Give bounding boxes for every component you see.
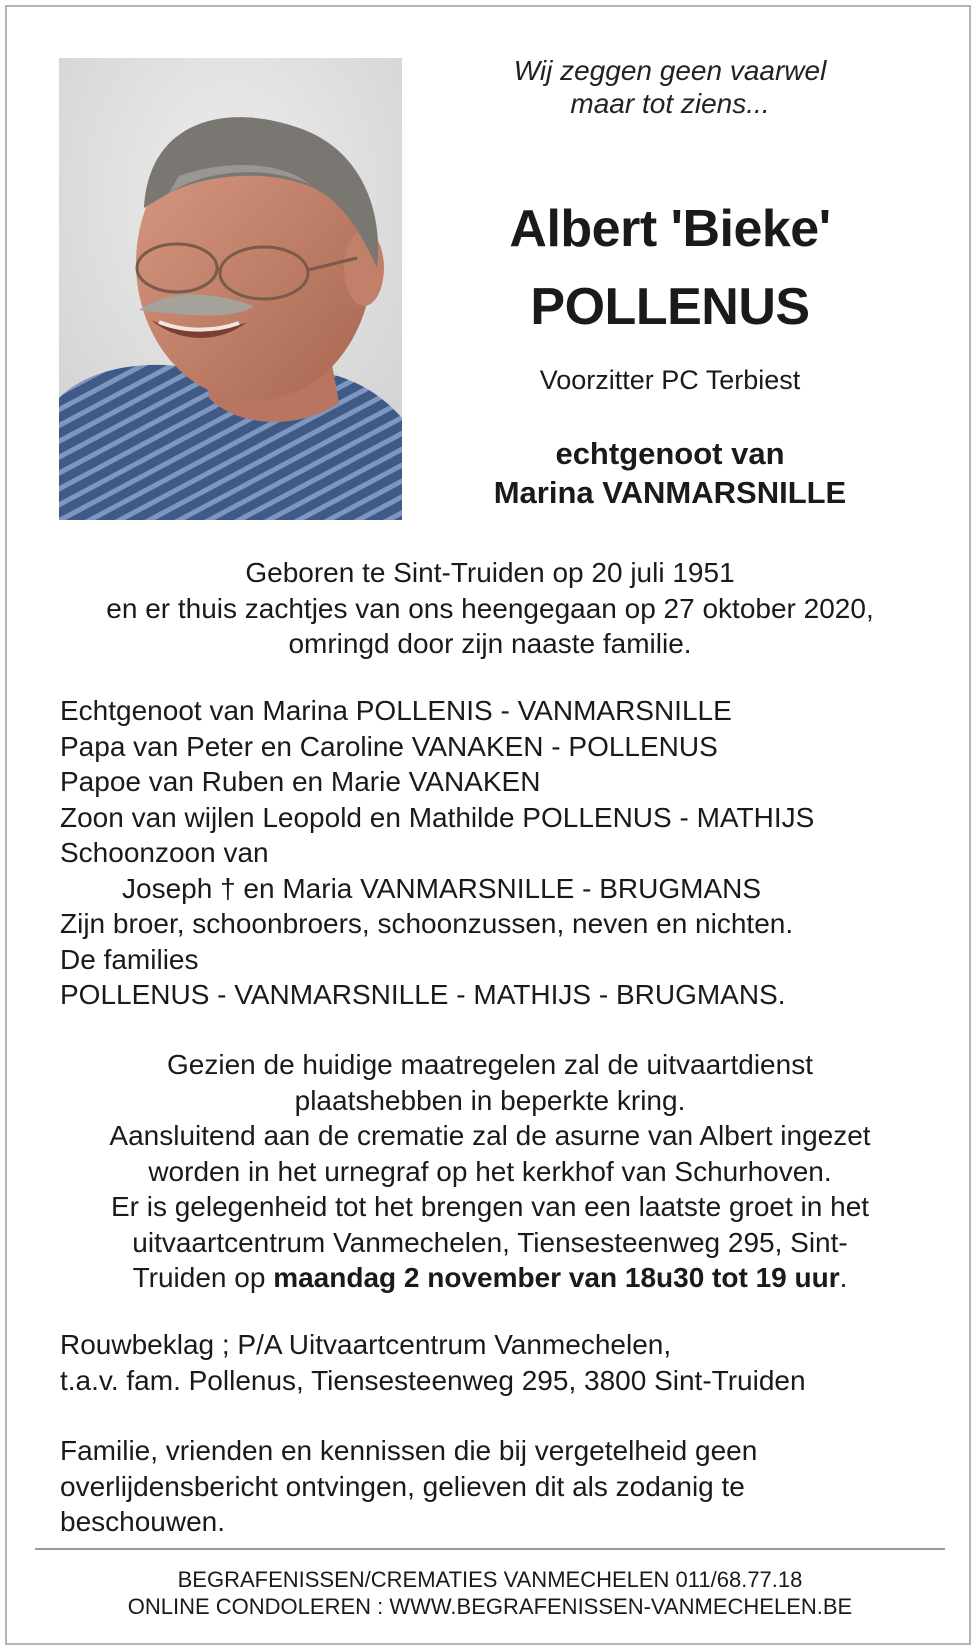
portrait-photo [59, 58, 402, 520]
notice-paragraph [60, 1433, 940, 1540]
motto-line: maar tot ziens... [570, 88, 770, 119]
role-title: Voorzitter PC Terbiest [539, 365, 801, 395]
family-line: Joseph † en Maria VANMARSNILLE - BRUGMANS [122, 872, 762, 904]
family-line: Schoonzoon van [60, 837, 269, 868]
visit-suffix: . [839, 1262, 848, 1293]
text-line: Aansluitend aan de crematie zal de asurne van Albert ingezet [109, 1120, 871, 1151]
name-last: POLLENUS [530, 278, 810, 336]
text-line: omringd door zijn naaste familie. [288, 628, 692, 659]
text-line: en er thuis zachtjes van ons heengegaan op 27 oktober 2020, [106, 592, 874, 624]
service-paragraph [50, 1047, 930, 1296]
family-line: De families [60, 943, 199, 975]
footer-contact: BEGRAFENISSEN/CREMATIES VANMECHELEN 011/68.77.18 [177, 1567, 803, 1592]
text-line: worden in het urnegraf op het kerkhof van Schurhoven. [148, 1155, 832, 1187]
family-line: POLLENUS - VANMARSNILLE - MATHIJS - BRUGMANS. [60, 979, 786, 1010]
portrait-illustration [59, 58, 402, 520]
family-line: Papa van Peter en Caroline VANAKEN - POLLENUS [60, 730, 718, 762]
text-line: Geboren te Sint-Truiden op 20 juli 1951 [245, 557, 735, 588]
funeral-home-footer [35, 1566, 945, 1620]
text-line: overlijdensbericht ontvingen, gelieven dit als zodanig te [60, 1470, 745, 1502]
birth-death-paragraph [50, 555, 930, 662]
footer-divider [35, 1548, 945, 1550]
text-line: Rouwbeklag ; P/A Uitvaartcentrum Vanmechelen, [60, 1329, 672, 1360]
condolence-address [60, 1327, 940, 1398]
text-line: Familie, vrienden en kennissen die bij vergetelheid geen [60, 1435, 758, 1466]
visit-prefix: Truiden op [132, 1262, 274, 1293]
family-line: Zoon van wijlen Leopold en Mathilde POLLENUS - MATHIJS [60, 801, 815, 833]
visit-datetime: maandag 2 november van 18u30 tot 19 uur [273, 1262, 840, 1293]
motto-line: Wij zeggen geen vaarwel [513, 55, 827, 86]
motto [430, 54, 910, 120]
text-line: t.a.v. fam. Pollenus, Tiensesteenweg 295, 3800 Sint-Truiden [60, 1364, 806, 1396]
spouse-label: echtgenoot van [555, 436, 785, 471]
family-line: Papoe van Ruben en Marie VANAKEN [60, 766, 541, 797]
family-line: Echtgenoot van Marina POLLENIS - VANMARSNILLE [60, 695, 732, 726]
family-line: Zijn broer, schoonbroers, schoonzussen, neven en nichten. [60, 908, 794, 939]
text-line: Er is gelegenheid tot het brengen van een laatste groet in het [110, 1191, 870, 1222]
spouse-name: Marina VANMARSNILLE [493, 475, 847, 510]
text-line [50, 1260, 930, 1296]
footer-website: ONLINE CONDOLEREN : WWW.BEGRAFENISSEN-VANMECHELEN.BE [127, 1594, 853, 1619]
deceased-name [430, 190, 910, 346]
text-line: Gezien de huidige maatregelen zal de uitvaartdienst [167, 1049, 813, 1080]
text-line: plaatshebben in beperkte kring. [294, 1084, 686, 1116]
text-line: beschouwen. [60, 1506, 226, 1537]
family-list [60, 693, 940, 1013]
spouse-heading [430, 434, 910, 512]
text-line: uitvaartcentrum Vanmechelen, Tiensesteenweg 295, Sint- [132, 1226, 848, 1258]
name-first: Albert 'Bieke' [509, 200, 831, 258]
